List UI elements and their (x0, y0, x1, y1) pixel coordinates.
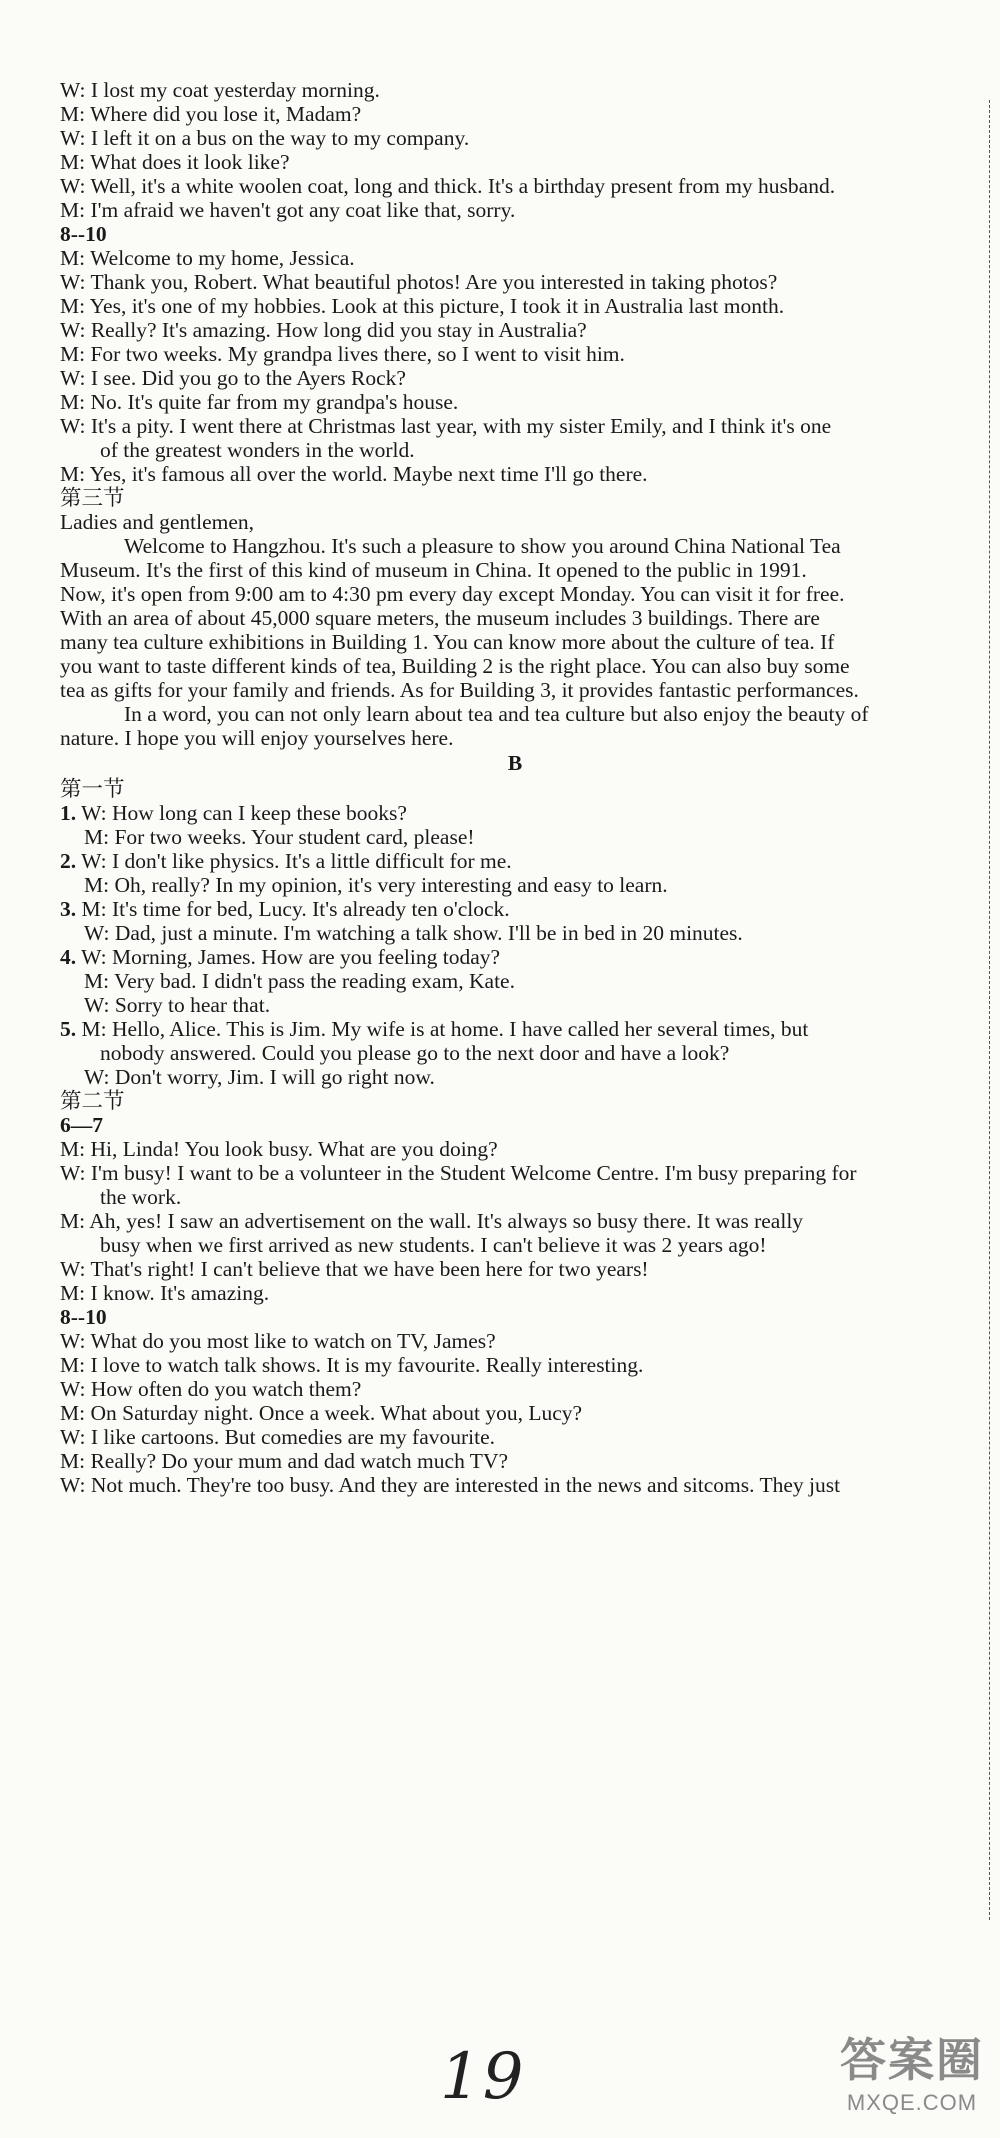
page-number: 19 (440, 2040, 526, 2114)
question-number: 2. (60, 849, 77, 873)
text-line: W: I lost my coat yesterday morning. (60, 78, 380, 102)
section-heading: 6—7 (60, 1113, 103, 1137)
text-line: M: Hi, Linda! You look busy. What are you doing? (60, 1137, 498, 1161)
text-line: M: I'm afraid we haven't got any coat like that, sorry. (60, 198, 516, 222)
text-line: M: Really? Do your mum and dad watch much TV? (60, 1449, 509, 1473)
question-text: M: It's time for bed, Lucy. It's already ten o'clock. (81, 897, 510, 921)
text-line: Ladies and gentlemen, (60, 510, 255, 534)
text-line: nature. I hope you will enjoy yourselves here. (60, 726, 454, 750)
section-heading: 第一节 (60, 777, 125, 801)
text-line: W: Sorry to hear that. (84, 993, 271, 1017)
text-line: Museum. It's the first of this kind of museum in China. It opened to the public in 1991. (60, 558, 807, 582)
document-page (60, 0, 970, 2138)
question-number: 3. (60, 897, 77, 921)
question-number: 4. (60, 945, 77, 969)
text-line: W: What do you most like to watch on TV, James? (60, 1329, 496, 1353)
text-line: W: Dad, just a minute. I'm watching a talk show. I'll be in bed in 20 minutes. (84, 921, 743, 945)
text-line: W: I left it on a bus on the way to my company. (60, 126, 470, 150)
text-line: W: I see. Did you go to the Ayers Rock? (60, 366, 406, 390)
text-line: With an area of about 45,000 square meters, the museum includes 3 buildings. There are (60, 606, 820, 630)
text-line: W: Don't worry, Jim. I will go right now. (84, 1065, 435, 1089)
text-line: M: For two weeks. Your student card, please! (84, 825, 475, 849)
text-line: busy when we first arrived as new students. I can't believe it was 2 years ago! (100, 1233, 767, 1257)
text-line: M: No. It's quite far from my grandpa's house. (60, 390, 459, 414)
text-line: M: Very bad. I didn't pass the reading exam, Kate. (84, 969, 515, 993)
watermark-title: 答案圈 (840, 2034, 984, 2086)
text-line: W: It's a pity. I went there at Christmas last year, with my sister Emily, and I think it's one (60, 414, 832, 438)
question-text: M: Hello, Alice. This is Jim. My wife is at home. I have called her several times, but (81, 1017, 809, 1041)
section-heading: 第三节 (60, 486, 125, 510)
text-line: M: Oh, really? In my opinion, it's very interesting and easy to learn. (84, 873, 668, 897)
text-line: nobody answered. Could you please go to the next door and have a look? (100, 1041, 730, 1065)
text-line: the work. (100, 1185, 182, 1209)
watermark-url: MXQE.COM (846, 2090, 978, 2115)
text-line: W: Thank you, Robert. What beautiful photos! Are you interested in taking photos? (60, 270, 778, 294)
text-line: M: Where did you lose it, Madam? (60, 102, 362, 126)
text-line: of the greatest wonders in the world. (100, 438, 415, 462)
text-line: M: Ah, yes! I saw an advertisement on the wall. It's always so busy there. It was really (60, 1209, 804, 1233)
text-line: M: I love to watch talk shows. It is my favourite. Really interesting. (60, 1353, 644, 1377)
text-line: tea as gifts for your family and friends. As for Building 3, it provides fantastic performances. (60, 678, 859, 702)
section-heading: 第二节 (60, 1089, 125, 1113)
text-line: Welcome to Hangzhou. It's such a pleasure to show you around China National Tea (124, 534, 841, 558)
watermark-logo (840, 2024, 984, 2116)
text-line: W: I like cartoons. But comedies are my favourite. (60, 1425, 496, 1449)
text-line: W: How often do you watch them? (60, 1377, 362, 1401)
question-text: W: Morning, James. How are you feeling today? (81, 945, 501, 969)
part-heading: B (507, 751, 523, 775)
text-line: W: Really? It's amazing. How long did you stay in Australia? (60, 318, 587, 342)
question-number: 5. (60, 1017, 77, 1041)
text-line: M: Welcome to my home, Jessica. (60, 246, 355, 270)
text-line: M: I know. It's amazing. (60, 1281, 270, 1305)
question-number: 1. (60, 801, 77, 825)
text-line: M: For two weeks. My grandpa lives there, so I went to visit him. (60, 342, 625, 366)
text-line: Now, it's open from 9:00 am to 4:30 pm every day except Monday. You can visit it for free. (60, 582, 845, 606)
text-line: W: Not much. They're too busy. And they are interested in the news and sitcoms. They just (60, 1473, 841, 1497)
text-line: In a word, you can not only learn about tea and tea culture but also enjoy the beauty of (124, 702, 869, 726)
text-line: W: That's right! I can't believe that we have been here for two years! (60, 1257, 649, 1281)
question-text: W: How long can I keep these books? (81, 801, 407, 825)
text-line: M: On Saturday night. Once a week. What about you, Lucy? (60, 1401, 583, 1425)
dashed-cut-line (977, 100, 990, 1920)
text-line: W: Well, it's a white woolen coat, long and thick. It's a birthday present from my husband. (60, 174, 836, 198)
text-line: W: I'm busy! I want to be a volunteer in the Student Welcome Centre. I'm busy preparing for (60, 1161, 857, 1185)
text-line: M: What does it look like? (60, 150, 290, 174)
text-line: you want to taste different kinds of tea, Building 2 is the right place. You can also buy some (60, 654, 850, 678)
section-heading: 8--10 (60, 222, 107, 246)
section-heading: 8--10 (60, 1305, 107, 1329)
question-text: W: I don't like physics. It's a little difficult for me. (81, 849, 512, 873)
text-line: M: Yes, it's one of my hobbies. Look at this picture, I took it in Australia last month. (60, 294, 785, 318)
text-line: M: Yes, it's famous all over the world. Maybe next time I'll go there. (60, 462, 648, 486)
text-line: many tea culture exhibitions in Building 1. You can know more about the culture of tea. If (60, 630, 835, 654)
